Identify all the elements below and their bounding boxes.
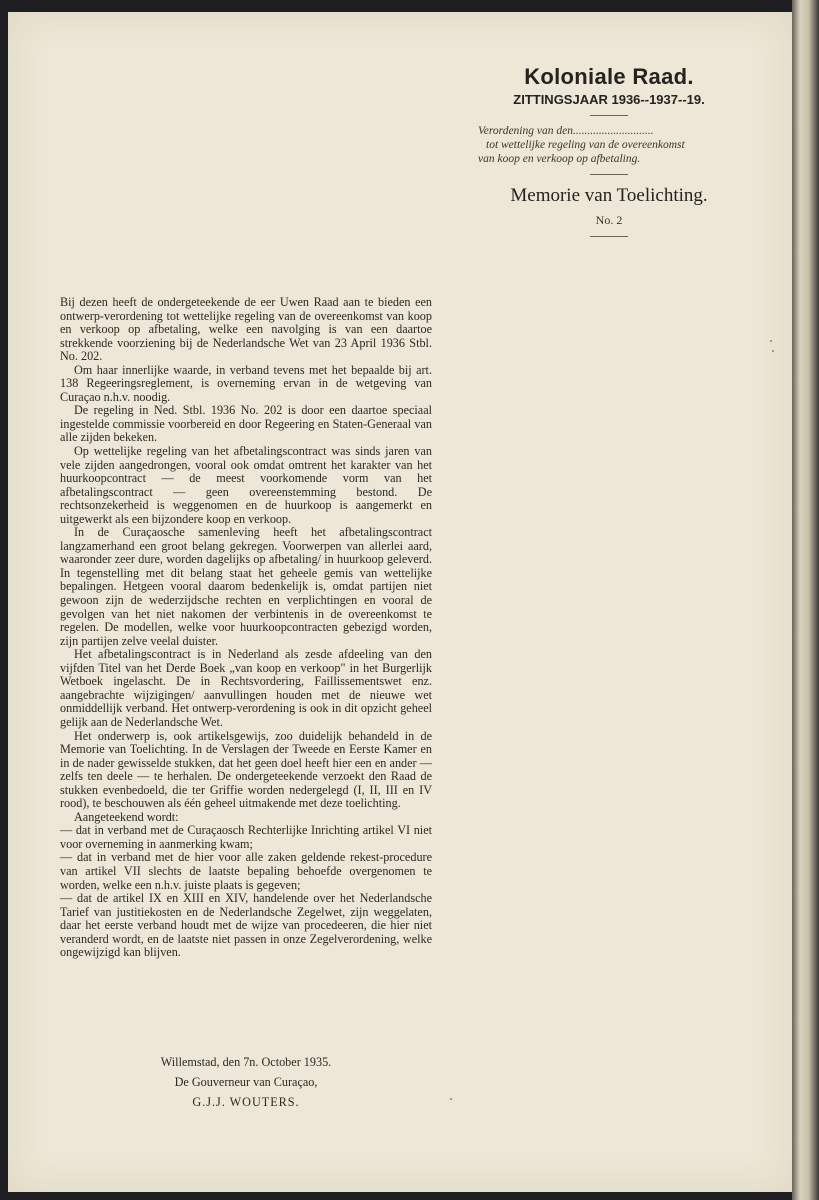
document-header xyxy=(478,64,740,245)
ordinance-title xyxy=(478,124,740,166)
paragraph: — dat in verband met de Curaçaosch Rechterlijke Inrichting artikel VI niet voor overneming in aanmerking kwam; xyxy=(60,823,432,851)
ordinance-line: van koop en verkoop op afbetaling. xyxy=(478,153,641,165)
ordinance-line: tot wettelijke regeling van de overeenkomst xyxy=(486,139,685,151)
paragraph: Op wettelijke regeling van het afbetalingscontract was sinds jaren van vele zijden aangedrongen, vooral ook omdat omtrent het karakter van het huurkoopcontract — de meest voorkomende vorm van het afbetalingscontract — geen overeenstemming bestond. De rechtsonzekerheid is weggenomen en de huurkoop is aangemerkt en uitgewerkt als een bijzondere koop en verkoop. xyxy=(60,444,432,526)
paragraph: Om haar innerlijke waarde, in verband tevens met het bepaalde bij art. 138 Regeeringsreglement, is overneming ervan in de wetgeving van Curaçao n.h.v. noodig. xyxy=(60,362,432,404)
paper-speck xyxy=(770,340,772,342)
ordinance-line: Verordening van den............................ xyxy=(478,125,654,137)
paragraph: — dat de artikel IX en XIII en XIV, handelende over het Nederlandsche Tarief van justitiekosten en de Nederlandsche Zegelwet, zijn weggelaten, daar het eerste verband houdt met de wijze van procedeeren, die hier niet veranderd wordt, en de laatste niet passen in onze Zegelverordening, welke ongewijzigd kan blijven. xyxy=(60,891,432,960)
paragraph: Bij dezen heeft de ondergeteekende de eer Uwen Raad aan te bieden een ontwerp-verordening tot wettelijke regeling van de overeenkomst van koop en verkoop op afbetaling, welke een navolging is van een daartoe strekkende voorziening bij de Nederlandsche Wet van 23 April 1936 Stbl. No. 202. xyxy=(60,295,432,364)
signatory-name: G.J.J. WOUTERS. xyxy=(192,1095,300,1109)
document-body xyxy=(60,296,432,960)
paragraph: — dat in verband met de hier voor alle zaken geldende rekest-procedure van artikel VII slechts de laatste bepaling behoefde overgenomen te worden, welke een n.h.v. juiste plaats is gegeven; xyxy=(60,850,432,892)
memorie-title: Memorie van Toelichting. xyxy=(510,185,708,206)
paper-speck xyxy=(772,350,774,352)
paragraph: Het onderwerp is, ook artikelsgewijs, zoo duidelijk behandeld in de Memorie van Toelichting. In de Verslagen der Tweede en Eerste Kamer en in de nader gewisselde stukken, dat het geen doel heeft hier een en ander — zelfs ten deele — te herhalen. De ondergeteekende verzoekt den Raad de stukken evenbedoeld, die ter Griffie worden nedergelegd (I, II, III en IV rood), te beschouwen als één geheel uitmakende met deze toelichting. xyxy=(60,728,432,811)
session-year: ZITTINGSJAAR 1936--1937--19. xyxy=(513,92,705,107)
document-number: No. 2 xyxy=(595,213,623,227)
paragraph: De regeling in Ned. Stbl. 1936 No. 202 is door een daartoe speciaal ingestelde commissie voorbereid en door Regeering en Staten-Generaal van alle zijden bekeken. xyxy=(60,403,432,445)
council-title: Koloniale Raad. xyxy=(524,64,694,89)
divider xyxy=(590,174,628,175)
divider xyxy=(590,236,628,237)
signature-block xyxy=(60,1052,432,1112)
place-date: Willemstad, den 7n. October 1935. xyxy=(160,1055,332,1069)
paper-speck xyxy=(450,1098,452,1100)
divider xyxy=(590,115,628,116)
paragraph: In de Curaçaosche samenleving heeft het afbetalingscontract langzamerhand een groot belang gekregen. Voorwerpen van allerlei aard, waaronder zeer dure, worden dagelijks op afbetaling/ in huurkoop geleverd. In tegenstelling met dit belang staat het geheele gemis van wettelijke bepalingen. Hetgeen vooral daarom bedenkelijk is, omdat partijen niet gewoon zijn de wederzijdsche rechten en verplichtingen en vooral de gevolgen van het niet nakomen der verbintenis in de overeenkomst te regelen. De modellen, welke voor huurkoopcontracten gebezigd worden, zijn partijen zelve veelal duister. xyxy=(60,525,432,648)
paragraph: Het afbetalingscontract is in Nederland als zesde afdeeling van den vijfden Titel van het Derde Boek „van koop en verkoop" in het Burgerlijk Wetboek ingelascht. De in Rechtsvordering, Faillissementswet enz. aangebrachte wijzigingen/ aanvullingen houden met de nieuwe wet onmiddellijk verband. Het ontwerp-verordening is ook in dit opzicht geheel gelijk aan de Nederlandsche Wet. xyxy=(60,647,432,729)
signatory-title: De Gouverneur van Curaçao, xyxy=(174,1075,318,1089)
page-edge xyxy=(792,0,819,1200)
paragraph: Aangeteekend wordt: xyxy=(74,809,179,824)
